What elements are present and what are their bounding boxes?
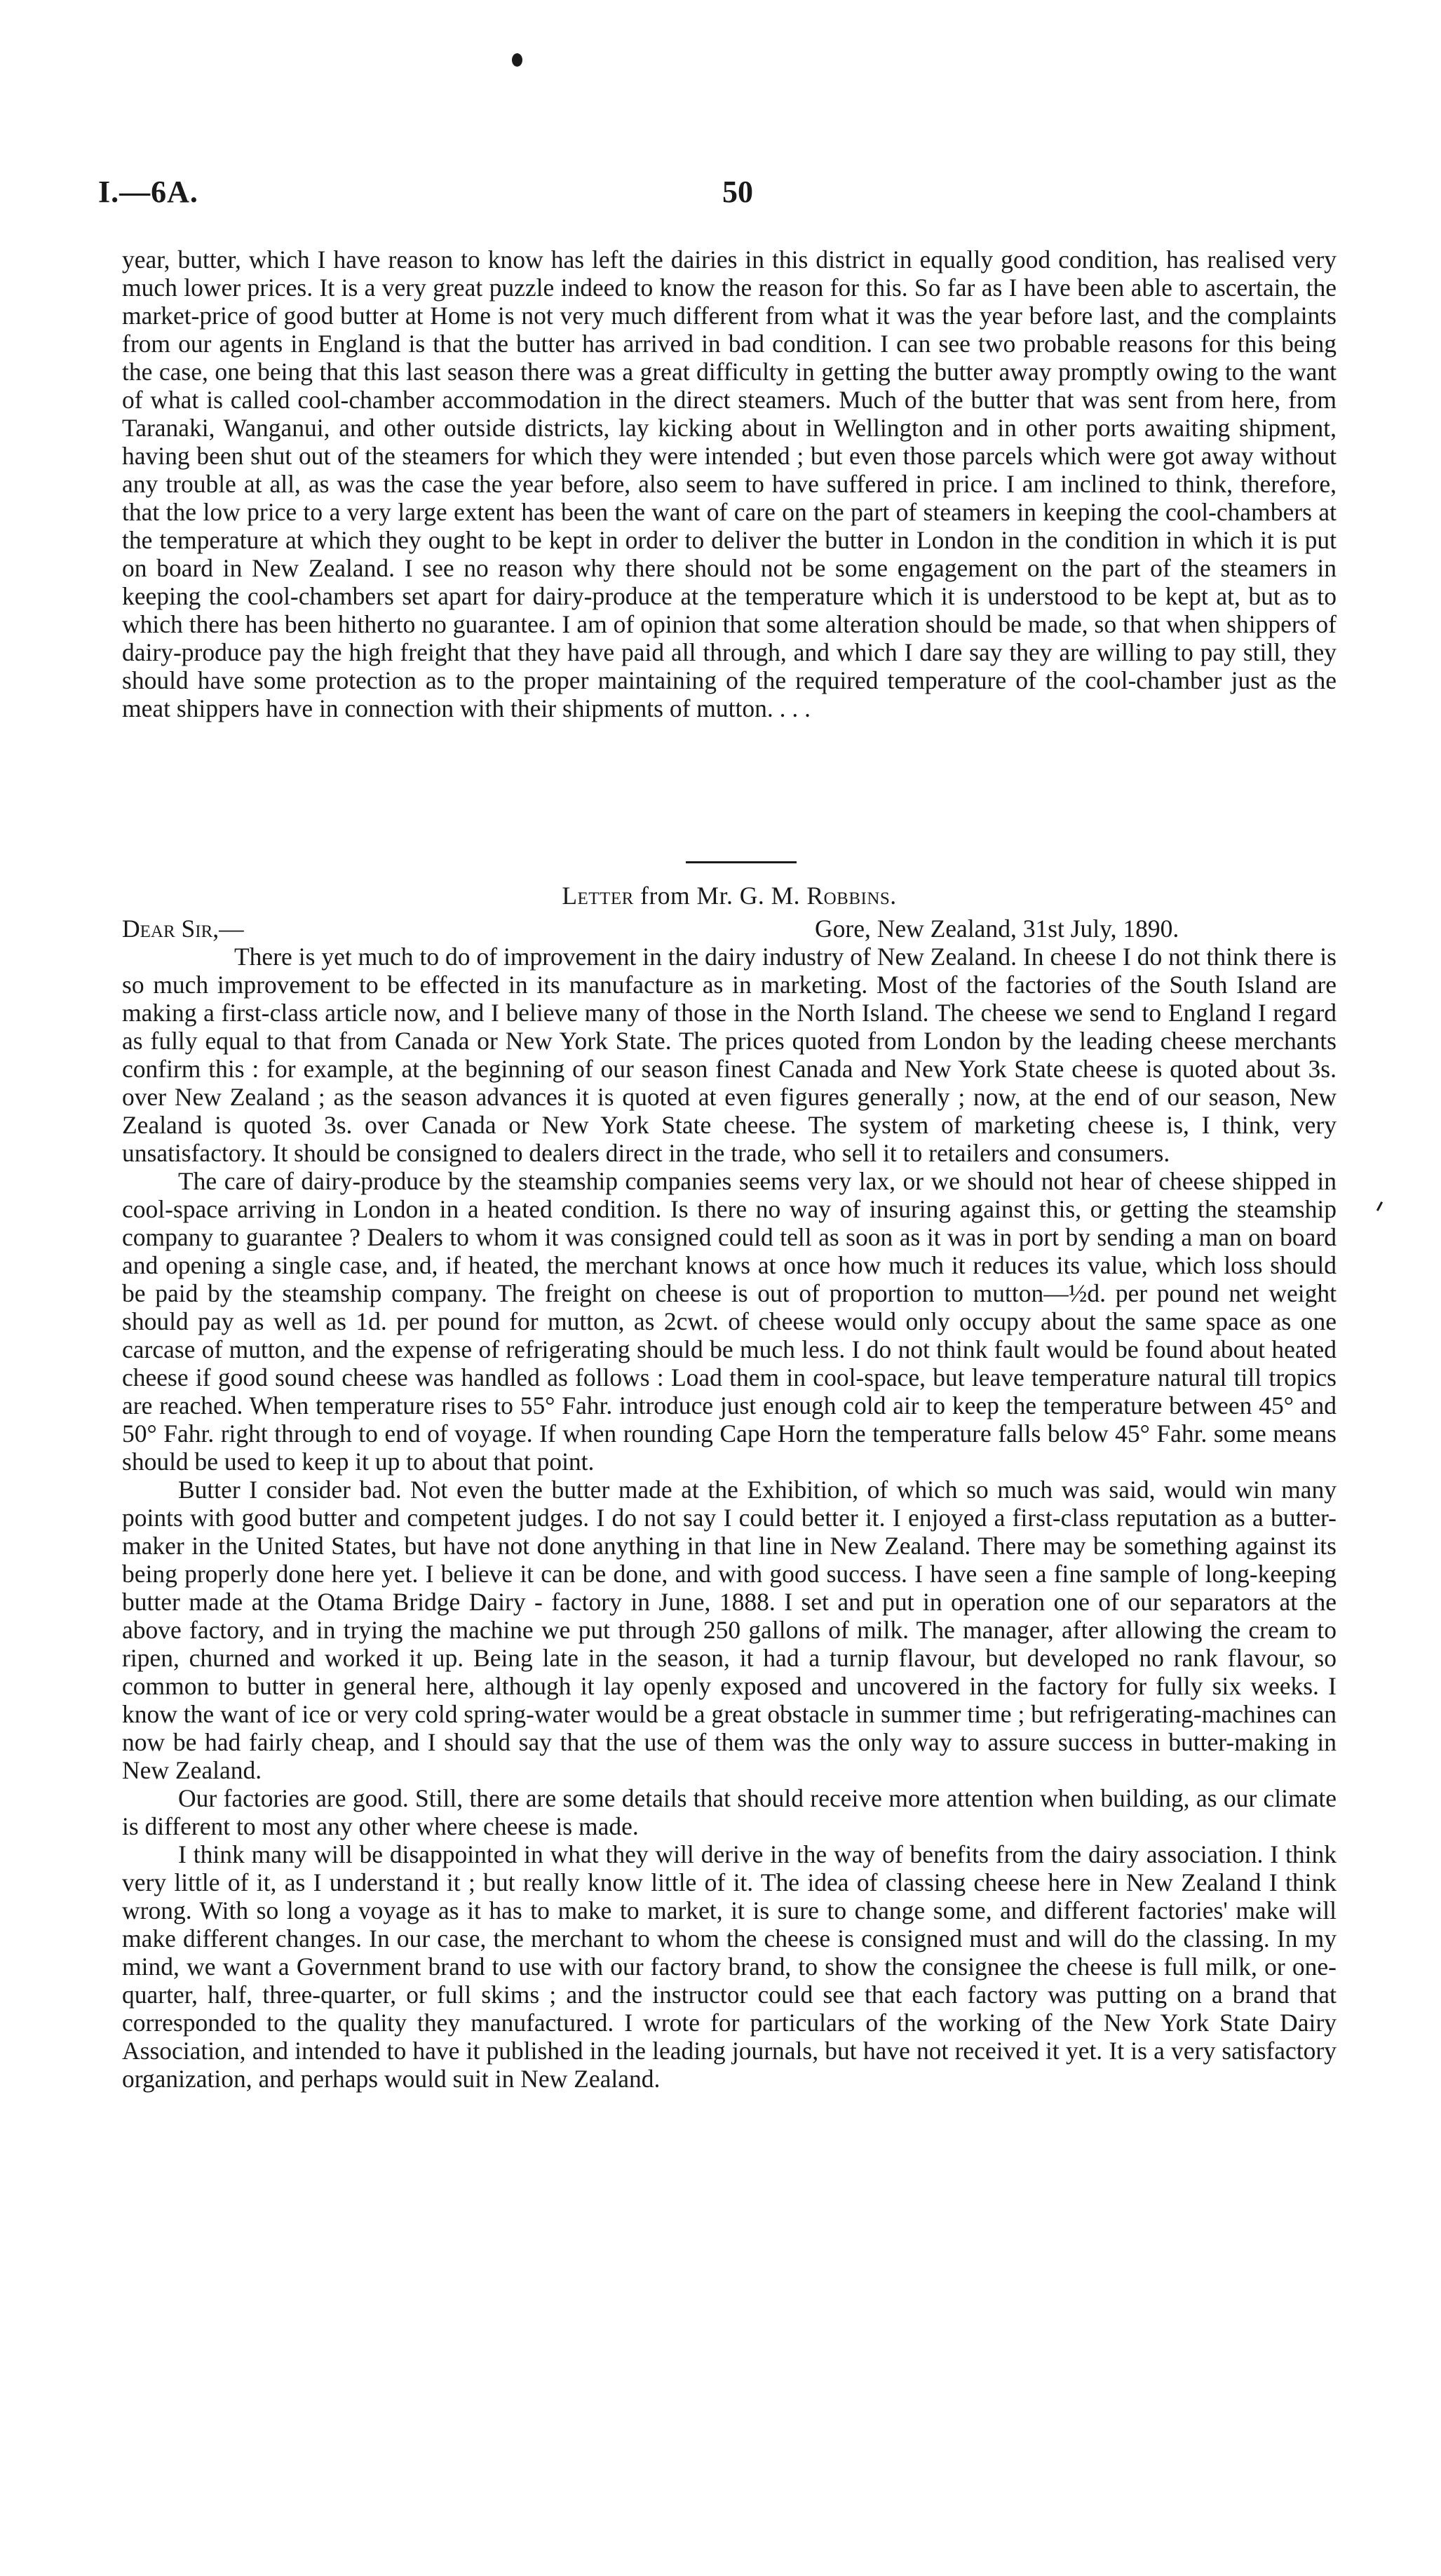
paragraph: I think many will be disappointed in what they will derive in the way of benefits from the dairy association. I think very little of it, as I understand it ; but really know little of it. The idea of classing cheese here in New Zealand I think wrong. With so long a voyage as it has to make to market, it is sure to change some, and different factories' make will make different changes. In our case, the merchant to whom the cheese is consigned must and will do the classing. In my mind, we want a Government brand to use with our factory brand, to show the consignee the cheese is full milk, or one-quarter, half, three-quarter, or full skims ; and the instructor could see that each factory was putting on a brand that corresponded to the quality they manufactured. I wrote for particulars of the working of the New York State Dairy Association, and intended to have it published in the leading journals, but have not received it yet. It is a very satisfactory organization, and perhaps would suit in New Zealand. (122, 1840, 1337, 2093)
paragraph: year, butter, which I have reason to know has left the dairies in this district in equally good condition, has realised very much lower prices. It is a very great puzzle indeed to know the reason for this. So far as I have been able to ascertain, the market-price of good butter at Home is not very much different from what it was the year before last, and the complaints from our agents in England is that the butter has arrived in bad condition. I can see two probable reasons for this being the case, one being that this last season there was a great difficulty in getting the butter away promptly owing to the want of what is called cool-chamber accommodation in the direct steamers. Much of the butter that was sent from here, from Taranaki, Wanganui, and other outside districts, lay kicking about in Wellington and in other ports awaiting shipment, having been shut out of the steamers for which they were intended ; but even those parcels which were got away without any trouble at all, as was the case the year before, also seem to have suffered in price. I am inclined to think, therefore, that the low price to a very large extent has been the want of care on the part of steamers in keeping the cool-chambers at the temperature at which they ought to be kept in order to deliver the butter in London in the condition in which it is put on board in New Zealand. I see no reason why there should not be some engagement on the part of the steamers in keeping the cool-chambers set apart for dairy-produce at the temperature which it is understood to be kept at, but as to which there has been hitherto no guarantee. I am of opinion that some alteration should be made, so that when shippers of dairy-produce pay the high freight that they have paid all through, and which I dare say they are willing to pay still, they should have some protection as to the proper maintaining of the required temperature of the cool-chamber just as the meat shippers have in connection with their shipments of mutton. . . . (122, 245, 1337, 722)
letter-heading-middle: from Mr. G. M. (640, 882, 801, 910)
paragraph: The care of dairy-produce by the steamship companies seems very lax, or we should not hear of cheese shipped in cool-space arriving in London in a heated condition. Is there no way of insuring against this, or getting the steamship company to guarantee ? Dealers to whom it was consigned could tell as soon as it was in port by sending a man on board and opening a single case, and, if heated, the merchant knows at once how much it reduces its value, which loss should be paid by the steamship company. The freight on cheese is out of proportion to mutton—½d. per pound net weight should pay as well as 1d. per pound for mutton, as 2cwt. of cheese would only occupy about the same space as one carcase of mutton, and the expense of refrigerating should be much less. I do not think fault would be found about heated cheese if good sound cheese was handled as follows : Load them in cool-space, but leave temperature natural till tropics are reached. When temperature rises to 55° Fahr. introduce just enough cold air to keep the temperature between 45° and 50° Fahr. right through to end of voyage. If when rounding Cape Horn the temperature falls below 45° Fahr. some means should be used to keep it up to about that point. (122, 1167, 1337, 1476)
paragraph: Butter I consider bad. Not even the butter made at the Exhibition, of which so much was said, would win many points with good butter and competent judges. I do not say I could better it. I enjoyed a first-class reputation as a butter-maker in the United States, but have not done anything in that line in New Zealand. There may be something against its being properly done here yet. I believe it can be done, and with good success. I have seen a fine sample of long-keeping butter made at the Otama Bridge Dairy - factory in June, 1888. I set and put in operation one of our separators at the above factory, and in trying the machine we put through 250 gallons of milk. The manager, after allowing the cream to ripen, churned and worked it up. Being late in the season, it had a turnip flavour, but developed no rank flavour, so common to butter in general here, although it lay openly exposed and uncovered in the factory for fully six weeks. I know the want of ice or very cold spring-water would be a great obstacle in summer time ; but refrigerating-machines can now be had fairly cheap, and I should say that the use of them was the only way to assure success in butter-making in New Zealand. (122, 1476, 1337, 1784)
paragraph: Our factories are good. Still, there are some details that should receive more attention when building, as our climate is different to most any other where cheese is made. (122, 1784, 1337, 1840)
document-reference: I.—6A. (98, 175, 198, 209)
page-mark-dot (512, 53, 522, 67)
page-header (98, 174, 1343, 216)
letter-salutation-line (122, 915, 1337, 943)
section-divider (686, 861, 797, 863)
continued-text-block (122, 245, 1337, 722)
salutation: Dear Sir,— (122, 915, 244, 943)
page-number: 50 (722, 175, 753, 209)
letter-heading (122, 882, 1337, 910)
letter-place-date: Gore, New Zealand, 31st July, 1890. (815, 915, 1179, 943)
letter-heading-surname: Robbins. (806, 882, 897, 910)
letter-body (122, 943, 1337, 2093)
margin-pencil-mark (1376, 1201, 1383, 1211)
paragraph: There is yet much to do of improvement in the dairy industry of New Zealand. In cheese I do not think there is so much improvement to be effected in its manufacture as in marketing. Most of the factories of the South Island are making a first-class article now, and I believe many of those in the North Island. The cheese we send to England I regard as fully equal to that from Canada or New York State. The prices quoted from London by the leading cheese merchants confirm this : for example, at the beginning of our season finest Canada and New York State cheese is quoted about 3s. over New Zealand ; as the season advances it is quoted at even figures generally ; now, at the end of our season, New Zealand is quoted 3s. over Canada or New York State cheese. The system of marketing cheese is, I think, very unsatisfactory. It should be consigned to dealers direct in the trade, who sell it to retailers and consumers. (122, 943, 1337, 1167)
letter-heading-prefix: Letter (562, 882, 634, 910)
